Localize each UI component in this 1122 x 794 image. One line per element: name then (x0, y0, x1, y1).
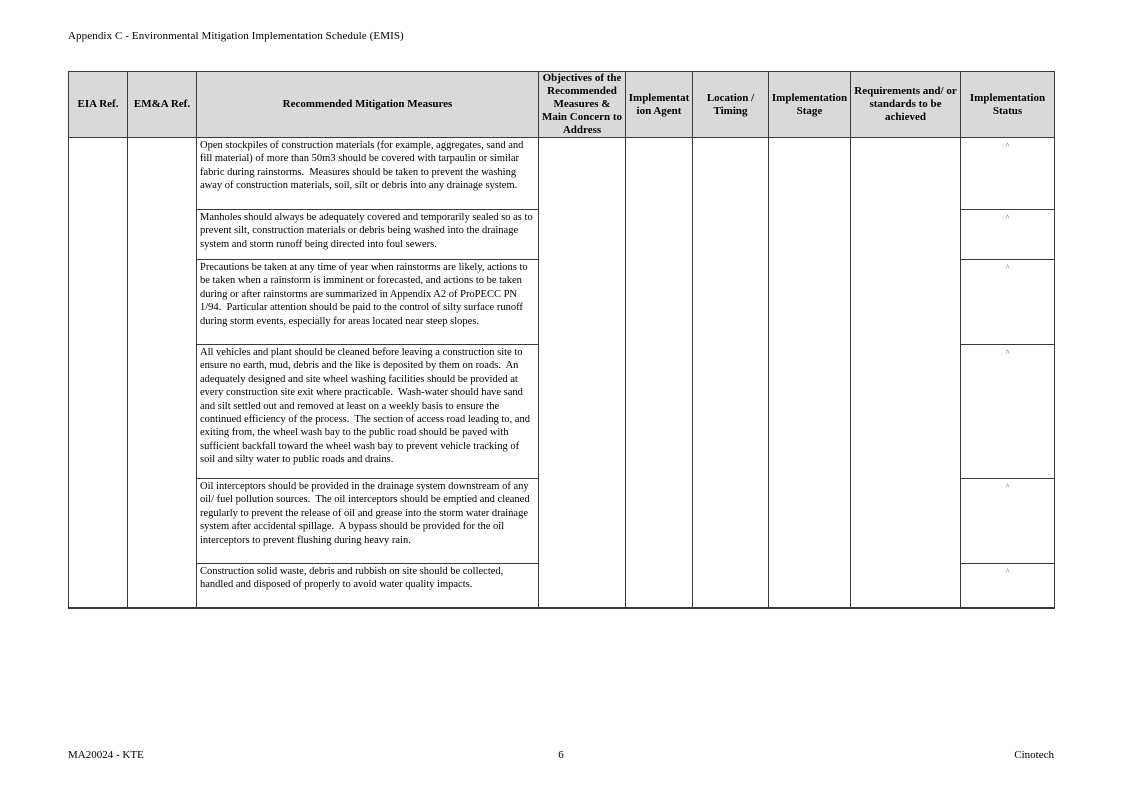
col-header-implementation-stage: Implementation Stage (769, 72, 851, 138)
implementation-status-mark: ^ (1005, 141, 1010, 150)
footer-doc-ref: MA20024 - KTE (68, 749, 144, 761)
emis-table (68, 71, 1055, 609)
implementation-status-cell (961, 345, 1055, 479)
implementation-status-cell (961, 564, 1055, 609)
col-header-implementation-status: Implementation Status (961, 72, 1055, 138)
implementation-status-cell (961, 138, 1055, 210)
table-header-row (69, 72, 1055, 138)
document-title: Appendix C - Environmental Mitigation Implementation Schedule (EMIS) (68, 30, 404, 42)
footer-company: Cinotech (1014, 749, 1054, 761)
mitigation-measure-cell (197, 138, 539, 210)
implementation-status-cell (961, 479, 1055, 564)
table-row (69, 138, 1055, 210)
mitigation-measure-cell (197, 564, 539, 609)
col-header-eia-ref: EIA Ref. (69, 72, 128, 138)
cell-requirements-empty (851, 138, 961, 609)
implementation-status-cell (961, 260, 1055, 345)
cell-ema-ref-empty (128, 138, 197, 609)
col-header-implementation-agent: Implementation Agent (626, 72, 693, 138)
col-header-recommended-mitigation-measures: Recommended Mitigation Measures (197, 72, 539, 138)
implementation-status-mark: ^ (1005, 567, 1010, 576)
mitigation-measure-text: All vehicles and plant should be cleaned before leaving a construction site to ensure no earth, mud, debris and the like is deposited by them on roads. An adequately designed and site wheel washing facilities should be provided at every construction site exit where practicable. Wash-water should have sand and silt settled out and removed at least on a weekly basis to ensure the continued efficiency of the process. The section of access road leading to, and exiting from, the wheel wash bay to the public road should be paved with sufficient backfall toward the wheel wash bay to prevent vehicle tracking of soil and silty water to public roads and drains. (200, 347, 533, 466)
mitigation-measure-cell (197, 210, 539, 260)
mitigation-measure-cell (197, 260, 539, 345)
mitigation-measure-cell (197, 479, 539, 564)
cell-objectives-empty (539, 138, 626, 609)
col-header-location-timing: Location / Timing (693, 72, 769, 138)
col-header-ema-ref: EM&A Ref. (128, 72, 197, 138)
implementation-status-cell (961, 210, 1055, 260)
page-footer (68, 749, 1054, 765)
cell-implementation-stage-empty (769, 138, 851, 609)
implementation-status-mark: ^ (1005, 263, 1010, 272)
mitigation-measure-text: Manholes should always be adequately covered and temporarily sealed so as to prevent silt, construction materials or debris being washed into the drainage system and storm runoff being directed into foul sewers. (200, 212, 536, 250)
mitigation-measure-cell (197, 345, 539, 479)
implementation-status-mark: ^ (1005, 213, 1010, 222)
mitigation-measure-text: Open stockpiles of construction materials (for example, aggregates, sand and fill material) of more than 50m3 should be covered with tarpaulin or similar fabric during rainstorms. Measures should be taken to prevent the washing away of construction materials, soil, silt or debris into any drainage system. (200, 140, 526, 192)
mitigation-measure-text: Oil interceptors should be provided in the drainage system downstream of any oil/ fuel pollution sources. The oil interceptors should be emptied and cleaned regularly to prevent the release of oil and grease into the storm water drainage system after accidental spillage. A bypass should be provided for the oil interceptors to prevent flushing during heavy rain. (200, 481, 533, 546)
cell-eia-ref-empty (69, 138, 128, 609)
implementation-status-mark: ^ (1005, 348, 1010, 357)
col-header-requirements-standards: Requirements and/ or standards to be achieved (851, 72, 961, 138)
mitigation-measure-text: Construction solid waste, debris and rubbish on site should be collected, handled and disposed of properly to avoid water quality impacts. (200, 566, 506, 591)
col-header-objectives: Objectives of the Recommended Measures & Main Concern to Address (539, 72, 626, 138)
footer-page-number: 6 (558, 749, 564, 761)
implementation-status-mark: ^ (1005, 482, 1010, 491)
cell-location-timing-empty (693, 138, 769, 609)
mitigation-measure-text: Precautions be taken at any time of year when rainstorms are likely, actions to be taken when a rainstorm is imminent or forecasted, and actions to be taken during or after rainstorms are summarized in Appendix A2 of ProPECC PN 1/94. Particular attention should be paid to the control of silty surface runoff during storm events, especially for areas located near steep slopes. (200, 262, 531, 327)
cell-implementation-agent-empty (626, 138, 693, 609)
